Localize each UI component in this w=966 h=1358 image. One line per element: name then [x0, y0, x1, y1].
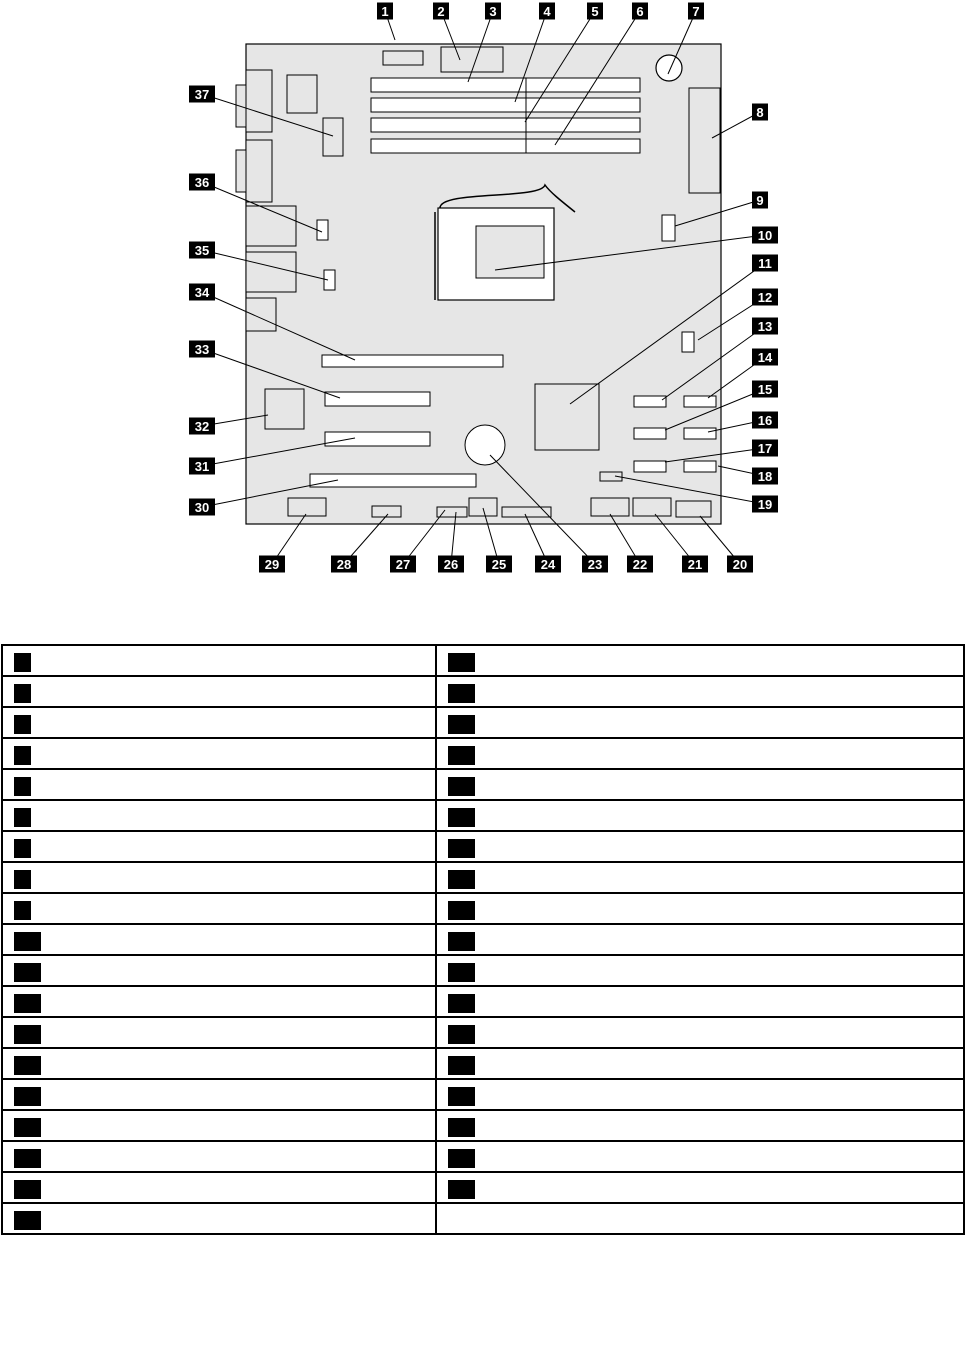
callout-badge-12	[752, 289, 778, 306]
legend-badge	[448, 653, 475, 672]
callout-badge-34	[189, 284, 215, 301]
legend-row	[2, 738, 964, 769]
callout-number: 20	[732, 557, 748, 572]
callout-badge-10	[752, 227, 778, 244]
callout-number: 5	[591, 4, 599, 19]
legend-badge	[448, 777, 475, 796]
legend-cell-left	[2, 1203, 436, 1234]
legend-cell-left	[2, 924, 436, 955]
callout-number: 35	[194, 243, 210, 258]
callout-badge-14	[752, 349, 778, 366]
legend-cell-left	[2, 955, 436, 986]
legend-cell-left	[2, 676, 436, 707]
legend-row	[2, 955, 964, 986]
callout-number: 17	[757, 441, 773, 456]
legend-cell-left	[2, 986, 436, 1017]
legend-cell-right	[436, 1141, 964, 1172]
callout-number: 11	[758, 256, 772, 271]
legend-badge	[14, 777, 31, 796]
callout-number: 23	[587, 557, 603, 572]
legend-cell-right	[436, 1172, 964, 1203]
legend-cell-right	[436, 707, 964, 738]
legend-badge	[448, 839, 475, 858]
callout-number: 6	[636, 4, 644, 19]
legend-row	[2, 1110, 964, 1141]
callout-badge-11	[752, 255, 778, 272]
legend-badge	[14, 1149, 41, 1168]
legend-badge	[448, 1118, 475, 1137]
callout-number: 24	[540, 557, 556, 572]
legend-cell-right	[436, 924, 964, 955]
callout-number: 36	[194, 175, 210, 190]
callout-number: 2	[437, 4, 445, 19]
legend-badge	[14, 715, 31, 734]
callout-badge-36	[189, 174, 215, 191]
legend-badge	[14, 994, 41, 1013]
callout-badge-9	[752, 192, 768, 209]
legend-cell-left	[2, 738, 436, 769]
legend-badge	[448, 994, 475, 1013]
legend-badge	[14, 808, 31, 827]
callout-number: 28	[336, 557, 352, 572]
callout-badge-35	[189, 242, 215, 259]
legend-row	[2, 1141, 964, 1172]
callout-number: 15	[757, 382, 773, 397]
legend-cell-right	[436, 1203, 964, 1234]
callout-number: 8	[756, 105, 764, 120]
legend-cell-right	[436, 1079, 964, 1110]
callout-number: 27	[395, 557, 411, 572]
legend-cell-left	[2, 1141, 436, 1172]
legend-badge	[448, 1180, 475, 1199]
legend-cell-right	[436, 955, 964, 986]
legend-cell-left	[2, 893, 436, 924]
callout-number: 1	[381, 4, 389, 19]
callout-badge-17	[752, 440, 778, 457]
callout-badge-21	[682, 556, 708, 573]
legend-row	[2, 924, 964, 955]
callout-number: 26	[443, 557, 459, 572]
callout-badge-15	[752, 381, 778, 398]
callout-badge-30	[189, 499, 215, 516]
callout-badge-29	[259, 556, 285, 573]
battery	[656, 55, 682, 81]
legend-badge	[448, 1025, 475, 1044]
callout-number: 12	[757, 290, 773, 305]
callout-number: 25	[491, 557, 507, 572]
callout-number: 16	[757, 413, 773, 428]
legend-badge	[14, 963, 41, 982]
legend-badge	[448, 746, 475, 765]
callout-number: 3	[489, 4, 497, 19]
legend-row	[2, 1048, 964, 1079]
callout-badge-22	[627, 556, 653, 573]
legend-cell-right	[436, 862, 964, 893]
legend-cell-right	[436, 645, 964, 676]
callout-number: 7	[692, 4, 700, 19]
legend-cell-right	[436, 1048, 964, 1079]
callout-number: 14	[757, 350, 773, 365]
legend-row	[2, 1079, 964, 1110]
legend-cell-right	[436, 1017, 964, 1048]
legend-badge	[14, 1211, 41, 1230]
legend-cell-left	[2, 645, 436, 676]
legend-cell-left	[2, 1110, 436, 1141]
callout-number: 30	[194, 500, 210, 515]
callout-number: 9	[756, 193, 764, 208]
legend-badge	[14, 1118, 41, 1137]
callout-badge-28	[331, 556, 357, 573]
legend-row	[2, 986, 964, 1017]
callout-number: 29	[264, 557, 280, 572]
legend-row	[2, 893, 964, 924]
callout-badge-13	[752, 318, 778, 335]
legend-row	[2, 1203, 964, 1234]
callout-badge-6	[632, 3, 648, 20]
callout-number: 19	[757, 497, 773, 512]
legend-badge	[448, 1056, 475, 1075]
callout-badge-24	[535, 556, 561, 573]
legend-badge	[14, 746, 31, 765]
legend-badge	[448, 901, 475, 920]
legend-badge	[448, 1087, 475, 1106]
system-board-diagram	[0, 0, 966, 600]
legend-row	[2, 676, 964, 707]
legend-cell-right	[436, 1110, 964, 1141]
legend-cell-left	[2, 769, 436, 800]
legend-cell-right	[436, 800, 964, 831]
callout-badge-37	[189, 86, 215, 103]
legend-cell-left	[2, 862, 436, 893]
callout-number: 13	[757, 319, 773, 334]
callout-number: 32	[194, 419, 210, 434]
callout-number: 34	[194, 285, 210, 300]
callout-badge-31	[189, 458, 215, 475]
legend-badge	[14, 839, 31, 858]
legend-cell-right	[436, 831, 964, 862]
legend-cell-right	[436, 986, 964, 1017]
callout-badge-27	[390, 556, 416, 573]
legend-row	[2, 800, 964, 831]
legend-badge	[448, 684, 475, 703]
legend-badge	[14, 870, 31, 889]
legend-badge	[448, 808, 475, 827]
legend-cell-right	[436, 893, 964, 924]
legend-cell-left	[2, 831, 436, 862]
callout-badge-16	[752, 412, 778, 429]
callout-number: 37	[194, 87, 210, 102]
legend-row	[2, 707, 964, 738]
legend-badge	[14, 1025, 41, 1044]
callout-badge-1	[377, 3, 393, 20]
legend-badge	[14, 684, 31, 703]
callout-badge-20	[727, 556, 753, 573]
callout-badge-19	[752, 496, 778, 513]
legend-badge	[14, 1180, 41, 1199]
legend-cell-left	[2, 1079, 436, 1110]
callout-number: 22	[632, 557, 648, 572]
legend-badge	[14, 1087, 41, 1106]
callout-number: 4	[543, 4, 551, 19]
callout-number: 33	[194, 342, 210, 357]
callout-badge-7	[688, 3, 704, 20]
legend-badge	[14, 653, 31, 672]
callout-number: 18	[757, 469, 773, 484]
callout-number: 10	[757, 228, 773, 243]
legend-cell-right	[436, 769, 964, 800]
legend-row	[2, 769, 964, 800]
legend-cell-left	[2, 707, 436, 738]
main-power-connector	[689, 88, 720, 193]
legend-table	[1, 644, 965, 1235]
callout-badge-32	[189, 418, 215, 435]
legend-cell-right	[436, 738, 964, 769]
callout-badge-18	[752, 468, 778, 485]
legend-cell-left	[2, 1048, 436, 1079]
callout-badge-26	[438, 556, 464, 573]
legend-row	[2, 831, 964, 862]
callout-badge-8	[752, 104, 768, 121]
callout-badge-33	[189, 341, 215, 358]
legend-badge	[14, 1056, 41, 1075]
callout-number: 31	[194, 459, 210, 474]
callout-badge-23	[582, 556, 608, 573]
legend-row	[2, 1172, 964, 1203]
legend-badge	[448, 932, 475, 951]
legend-row	[2, 645, 964, 676]
callout-badge-5	[587, 3, 603, 20]
legend-badge	[448, 715, 475, 734]
callout-badge-4	[539, 3, 555, 20]
legend-badge	[448, 1149, 475, 1168]
legend-cell-left	[2, 1017, 436, 1048]
callout-badge-2	[433, 3, 449, 20]
legend-cell-left	[2, 800, 436, 831]
legend-badge	[14, 901, 31, 920]
legend-badge	[448, 870, 475, 889]
legend-badge	[14, 932, 41, 951]
legend-cell-left	[2, 1172, 436, 1203]
callout-number: 21	[687, 557, 703, 572]
legend-cell-right	[436, 676, 964, 707]
legend-row	[2, 862, 964, 893]
callout-badge-3	[485, 3, 501, 20]
legend-row	[2, 1017, 964, 1048]
legend-badge	[448, 963, 475, 982]
callout-badge-25	[486, 556, 512, 573]
